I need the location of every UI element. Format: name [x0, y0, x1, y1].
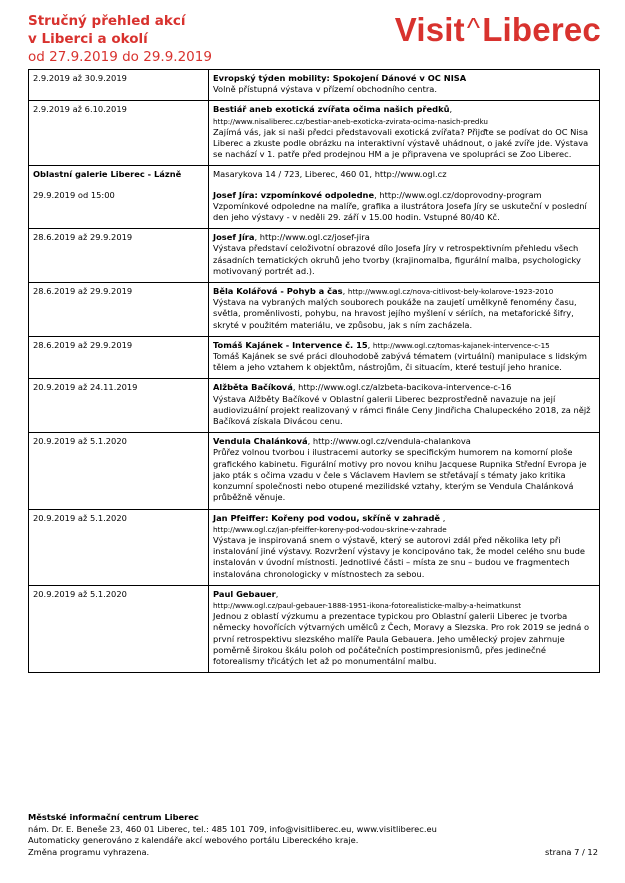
event-link[interactable]: http://www.ogl.cz/vendula-chalankova — [312, 436, 471, 447]
event-title: Vendula Chalánková — [213, 436, 308, 447]
event-description: Volně přístupná výstava v přízemí obchodního centra. — [213, 84, 437, 95]
logo-caret: ^ — [466, 12, 481, 43]
event-title: Tomáš Kajánek - Intervence č. 15 — [213, 339, 368, 350]
event-description: Jednou z oblastí výzkumu a prezentace typickou pro Oblastní galerii Liberec je tvorba německy hovořících výtvarných umělců z Čech, Moravy a Slezska. Pro rok 2019 se jedná o první retrospektivu slezského malíře Paula Gebauera. Jeho umělecký projev zahrnuje poměrně širokou škálu poloh od počátečních postimpresionismů, přes jedinečné fotorealismy třicátých let až po monumentální malbu. — [213, 611, 590, 666]
table-row — [29, 336, 600, 379]
event-date: 20.9.2019 až 5.1.2020 — [29, 433, 209, 509]
page-footer — [28, 812, 600, 858]
page-number: strana 7 / 12 — [545, 846, 598, 857]
event-cell — [209, 101, 600, 166]
event-title: Jan Pfeiffer: Kořeny pod vodou, skříně v zahradě — [213, 512, 441, 523]
event-title: Evropský týden mobility: Spokojení Dánové v OC NISA — [213, 73, 467, 83]
event-title: Běla Kolářová - Pohyb a čas — [213, 286, 343, 297]
event-description: Tomáš Kajánek se své práci dlouhodobě zabývá tématem (virtuální) manipulace s lidským tělem a jeho vztahem k objektům, nástrojům, či situacím, které testují jeho hranice. — [213, 351, 587, 373]
footer-address: nám. Dr. E. Beneše 23, 460 01 Liberec, tel.: 485 101 709, info@visitliberec.eu, www.visitliberec.eu — [28, 823, 437, 834]
event-date: 28.6.2019 až 29.9.2019 — [29, 229, 209, 283]
table-row — [29, 101, 600, 166]
visit-liberec-logo — [395, 12, 601, 50]
event-link[interactable]: http://www.nisaliberec.cz/bestiar-aneb-exoticka-zvirata-ocima-nasich-predku — [213, 116, 488, 126]
event-cell — [209, 70, 600, 101]
table-row — [29, 509, 600, 585]
logo-visit: Visit — [394, 11, 465, 48]
event-description: Výstava na vybraných malých souborech poukáže na zaujetí umělkyně fenomény času, světla, proměnlivosti, pohybu, na hravost jejího myšlení v sériích, na metaforické šifry, skryté v použitém materiálu, ve způsobu, jak s ním zacházela. — [213, 297, 577, 330]
event-cell — [209, 166, 600, 229]
venue-event — [213, 190, 595, 224]
table-row — [29, 585, 600, 672]
event-date: 2.9.2019 až 6.10.2019 — [29, 101, 209, 166]
page-header — [28, 12, 603, 68]
title-line-1: Stručný přehled akcí — [28, 13, 186, 29]
table-row — [29, 166, 600, 229]
event-description: Průřez volnou tvorbou i ilustracemi autorky se specifickým humorem na komorní ploše grafického kabinetu. Figurální motivy pro novou knihu Jacquese Rupnika Střední Evropa je jako pták s očima vzadu v čele s Václavem Havlem se střetávají s tématy jako kritika konzumní společnosti nebo otupené mezilidské vztahy, kterým se Vendula Chalánková průběžně věnuje. — [213, 447, 587, 503]
event-description: Vzpomínkové odpoledne na malíře, grafika a ilustrátora Josefa Jíry se uskuteční v poslední den jeho výstavy - v neděli 29. září v 15.00 hodin. Vstupné 80/40 Kč. — [213, 200, 587, 223]
event-date: 20.9.2019 až 24.11.2019 — [29, 379, 209, 433]
event-title: Bestiář aneb exotická zvířata očima našich předků — [213, 104, 450, 115]
event-cell — [209, 585, 600, 672]
event-date: 28.6.2019 až 29.9.2019 — [29, 336, 209, 379]
footer-note: Změna programu vyhrazena. — [28, 846, 150, 857]
event-cell — [209, 336, 600, 379]
event-cell — [209, 379, 600, 433]
event-date: 28.6.2019 až 29.9.2019 — [29, 283, 209, 337]
event-link[interactable]: http://www.ogl.cz/nova-citlivost-bely-kolarove-1923-2010 — [347, 287, 554, 297]
title-separator: , — [275, 588, 279, 599]
event-link[interactable]: http://www.ogl.cz/alzbeta-bacikova-intervence-c-16 — [298, 382, 512, 393]
event-link[interactable]: http://www.ogl.cz/jan-pfeiffer-koreny-pod-vodou-skrine-v-zahrade — [213, 524, 447, 534]
title-separator: , — [254, 232, 260, 243]
event-description: Zajímá vás, jak si naši předci představovali exotická zvířata? Přijďte se podívat do OC Nisa Liberec a zkuste podle obrázku na interaktivní výstavě uhádnout, o jaké zvíře jde. Výstava se nachází v 1. patře před prodejnou HM a je připravena ve spolupráci se Zoo Liberec. — [213, 126, 589, 160]
table-row — [29, 70, 600, 101]
title-separator: , — [367, 339, 373, 350]
date-range: od 27.9.2019 do 29.9.2019 — [28, 49, 212, 65]
title-separator: , — [374, 189, 380, 200]
event-title: Alžběta Bačíková — [213, 382, 293, 393]
title-line-2: v Liberci a okolí — [28, 31, 148, 47]
logo-liberec: Liberec — [482, 11, 601, 48]
venue-address: Masarykova 14 / 723, Liberec, 460 01, http://www.ogl.cz — [213, 169, 447, 180]
event-date: 20.9.2019 až 5.1.2020 — [29, 509, 209, 585]
footer-org: Městské informační centrum Liberec — [28, 812, 199, 822]
event-title: Paul Gebauer — [213, 588, 276, 599]
title-separator: , — [307, 436, 313, 447]
event-title: Josef Jíra — [213, 232, 255, 243]
event-description: Výstava Alžběty Bačíkové v Oblastní galerii Liberec bezprostředně navazuje na její audiovizuální projekt realizovaný v rámci finále Ceny Jindřicha Chalupeckého 2018, za nějž Bačíková získala Divácou cenu. — [213, 393, 591, 427]
table-row — [29, 283, 600, 337]
event-link[interactable]: http://www.ogl.cz/doprovodny-program — [379, 189, 542, 200]
event-date: 2.9.2019 až 30.9.2019 — [29, 70, 209, 101]
event-cell — [209, 283, 600, 337]
event-link[interactable]: http://www.ogl.cz/paul-gebauer-1888-1951-ikona-fotorealisticke-malby-a-heimatkunst — [213, 600, 522, 610]
event-cell — [209, 509, 600, 585]
events-table — [28, 69, 600, 673]
event-link[interactable]: http://www.ogl.cz/tomas-kajanek-intervence-c-15 — [372, 340, 550, 350]
table-row — [29, 379, 600, 433]
table-row — [29, 229, 600, 283]
title-separator: , — [342, 286, 348, 297]
title-separator: , — [449, 104, 453, 115]
event-link[interactable]: http://www.ogl.cz/josef-jira — [259, 232, 370, 243]
table-row — [29, 433, 600, 509]
event-date: 29.9.2019 od 15:00 — [33, 189, 115, 200]
event-description: Výstava je inspirovaná snem o výstavě, který se autorovi zdál před několika lety při instalování jiné výstavy. Rozvržení výstavy je koncipováno tak, že model celého snu bude instalován v úvodní místnosti. Jednotlivé části – místa ze snu – budou ve fragmentech instalována chronologicky v místnostech za sebou. — [213, 534, 586, 579]
event-cell — [209, 433, 600, 509]
event-cell — [209, 229, 600, 283]
event-title: Josef Jíra: vzpomínkové odpoledne — [213, 189, 375, 200]
footer-note: Automaticky generováno z kalendáře akcí webového portálu Libereckého kraje. — [28, 835, 359, 845]
venue-cell — [29, 166, 209, 229]
title-separator: , — [440, 512, 446, 523]
title-separator: , — [292, 382, 299, 393]
event-date: 20.9.2019 až 5.1.2020 — [29, 585, 209, 672]
event-description: Výstava představí celoživotní obrazové dílo Josefa Jíry v retrospektivním přehledu všech zásadních tematických okruhů jeho tvorby (krajinomalba, figurální malba, psychologicky motivovaný portrét ad.). — [213, 243, 581, 276]
venue-name: Oblastní galerie Liberec - Lázně — [33, 169, 182, 180]
